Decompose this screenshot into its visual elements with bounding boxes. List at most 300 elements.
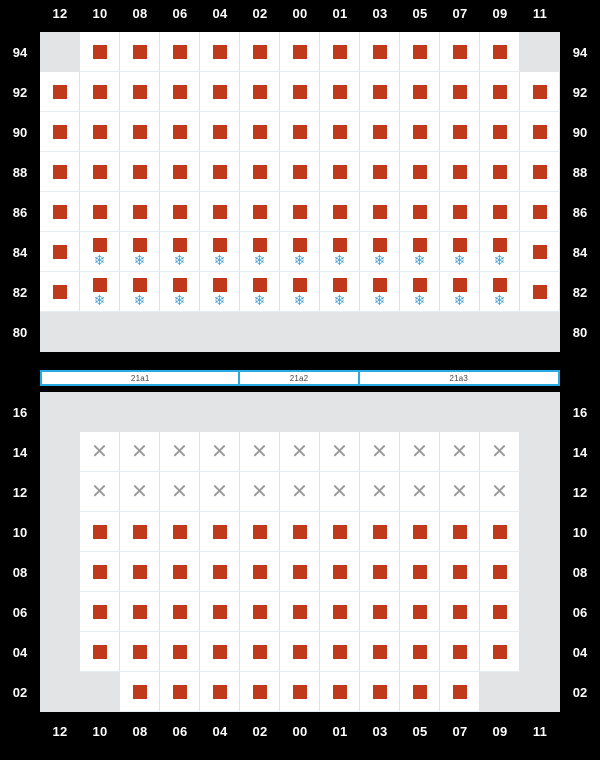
seat-cell-04-12 bbox=[40, 632, 80, 672]
seat-cell-82-03[interactable] bbox=[360, 272, 400, 312]
seat-cell-86-07[interactable] bbox=[440, 192, 480, 232]
column-label-01: 01 bbox=[332, 723, 348, 739]
seat-cell-86-04[interactable] bbox=[200, 192, 240, 232]
seat-cell-94-02[interactable] bbox=[240, 32, 280, 72]
seat-cell-82-11[interactable] bbox=[520, 272, 560, 312]
seat-cell-88-10[interactable] bbox=[80, 152, 120, 192]
seat-marker-icon bbox=[293, 205, 307, 219]
seat-marker-icon bbox=[93, 645, 107, 659]
seat-cell-92-04[interactable] bbox=[200, 72, 240, 112]
snowflake-icon: ❄ bbox=[93, 252, 106, 268]
seat-cell-16-09 bbox=[480, 392, 520, 432]
seat-cell-84-11[interactable] bbox=[520, 232, 560, 272]
seat-cell-94-04[interactable] bbox=[200, 32, 240, 72]
seat-cell-90-12[interactable] bbox=[40, 112, 80, 152]
snowflake-icon: ❄ bbox=[213, 292, 226, 308]
seat-cell-80-02 bbox=[240, 312, 280, 352]
seat-cell-82-02[interactable] bbox=[240, 272, 280, 312]
seat-cell-12-02[interactable] bbox=[240, 472, 280, 512]
seat-marker-icon bbox=[493, 45, 507, 59]
snowflake-icon: ❄ bbox=[493, 292, 506, 308]
seat-cell-88-00[interactable] bbox=[280, 152, 320, 192]
seat-cell-08-07[interactable] bbox=[440, 552, 480, 592]
seat-cell-14-08[interactable] bbox=[120, 432, 160, 472]
seat-cell-06-01[interactable] bbox=[320, 592, 360, 632]
seat-cell-86-11[interactable] bbox=[520, 192, 560, 232]
seat-cell-02-05[interactable] bbox=[400, 672, 440, 712]
snowflake-icon: ❄ bbox=[493, 252, 506, 268]
seat-marker-icon bbox=[453, 645, 467, 659]
cross-icon: ✕ bbox=[451, 440, 468, 463]
zone-bar[interactable] bbox=[40, 370, 560, 386]
snowflake-icon: ❄ bbox=[413, 252, 426, 268]
cross-icon: ✕ bbox=[211, 480, 228, 503]
seat-marker-icon bbox=[333, 645, 347, 659]
row-label-02: 02 bbox=[572, 684, 588, 700]
seat-marker-icon bbox=[253, 165, 267, 179]
seat-cell-94-07[interactable] bbox=[440, 32, 480, 72]
seat-marker-icon bbox=[93, 165, 107, 179]
seat-cell-86-00[interactable] bbox=[280, 192, 320, 232]
seat-marker-icon bbox=[213, 278, 227, 292]
seat-cell-04-08[interactable] bbox=[120, 632, 160, 672]
bottom-seat-grid[interactable] bbox=[40, 392, 560, 712]
column-label-03: 03 bbox=[372, 5, 388, 21]
seat-marker-icon bbox=[213, 205, 227, 219]
seat-cell-10-00[interactable] bbox=[280, 512, 320, 552]
column-label-04: 04 bbox=[212, 723, 228, 739]
seat-cell-88-08[interactable] bbox=[120, 152, 160, 192]
seat-cell-90-09[interactable] bbox=[480, 112, 520, 152]
seat-cell-82-00[interactable] bbox=[280, 272, 320, 312]
seat-marker-icon bbox=[173, 125, 187, 139]
seat-cell-14-00[interactable] bbox=[280, 432, 320, 472]
seat-cell-92-12[interactable] bbox=[40, 72, 80, 112]
seat-cell-06-12 bbox=[40, 592, 80, 632]
seat-marker-icon bbox=[533, 205, 547, 219]
seat-cell-92-06[interactable] bbox=[160, 72, 200, 112]
seat-cell-16-06 bbox=[160, 392, 200, 432]
seat-cell-06-07[interactable] bbox=[440, 592, 480, 632]
seat-cell-10-02[interactable] bbox=[240, 512, 280, 552]
seat-marker-icon bbox=[93, 125, 107, 139]
seat-cell-94-00[interactable] bbox=[280, 32, 320, 72]
seat-cell-06-11 bbox=[520, 592, 560, 632]
seat-cell-84-05[interactable] bbox=[400, 232, 440, 272]
seat-marker-icon bbox=[533, 165, 547, 179]
seat-cell-12-10[interactable] bbox=[80, 472, 120, 512]
seat-cell-92-10[interactable] bbox=[80, 72, 120, 112]
seat-cell-92-00[interactable] bbox=[280, 72, 320, 112]
seat-cell-94-12 bbox=[40, 32, 80, 72]
seat-cell-14-05[interactable] bbox=[400, 432, 440, 472]
seat-cell-80-06 bbox=[160, 312, 200, 352]
seat-cell-90-11[interactable] bbox=[520, 112, 560, 152]
seat-cell-94-05[interactable] bbox=[400, 32, 440, 72]
seat-marker-icon bbox=[173, 165, 187, 179]
column-label-10: 10 bbox=[92, 5, 108, 21]
seat-marker-icon bbox=[133, 205, 147, 219]
seat-cell-02-02[interactable] bbox=[240, 672, 280, 712]
seat-cell-90-08[interactable] bbox=[120, 112, 160, 152]
seat-cell-84-06[interactable] bbox=[160, 232, 200, 272]
seat-marker-icon bbox=[373, 165, 387, 179]
seat-cell-12-08[interactable] bbox=[120, 472, 160, 512]
zone-21a2[interactable]: 21a2 bbox=[240, 372, 359, 384]
seat-cell-82-12[interactable] bbox=[40, 272, 80, 312]
seat-cell-06-00[interactable] bbox=[280, 592, 320, 632]
column-label-01: 01 bbox=[332, 5, 348, 21]
seat-cell-14-04[interactable] bbox=[200, 432, 240, 472]
row-axis-top-right bbox=[560, 32, 600, 352]
seat-cell-08-08[interactable] bbox=[120, 552, 160, 592]
seat-marker-icon bbox=[173, 565, 187, 579]
seat-marker-icon bbox=[413, 605, 427, 619]
seat-cell-90-07[interactable] bbox=[440, 112, 480, 152]
seat-cell-10-03[interactable] bbox=[360, 512, 400, 552]
seat-cell-94-11 bbox=[520, 32, 560, 72]
seat-cell-16-04 bbox=[200, 392, 240, 432]
seat-cell-12-07[interactable] bbox=[440, 472, 480, 512]
seat-cell-84-10[interactable] bbox=[80, 232, 120, 272]
seat-marker-icon bbox=[213, 85, 227, 99]
seat-cell-04-07[interactable] bbox=[440, 632, 480, 672]
seat-marker-icon bbox=[493, 125, 507, 139]
column-label-08: 08 bbox=[132, 723, 148, 739]
seat-cell-12-06[interactable] bbox=[160, 472, 200, 512]
seat-marker-icon bbox=[173, 205, 187, 219]
seat-cell-94-01[interactable] bbox=[320, 32, 360, 72]
seat-cell-80-00 bbox=[280, 312, 320, 352]
seat-marker-icon bbox=[173, 645, 187, 659]
seat-marker-icon bbox=[53, 125, 67, 139]
seat-marker-icon bbox=[253, 565, 267, 579]
row-label-10: 10 bbox=[12, 524, 28, 540]
seat-cell-08-00[interactable] bbox=[280, 552, 320, 592]
seat-marker-icon bbox=[453, 85, 467, 99]
seat-marker-icon bbox=[93, 205, 107, 219]
seat-cell-06-02[interactable] bbox=[240, 592, 280, 632]
seat-cell-12-01[interactable] bbox=[320, 472, 360, 512]
seat-marker-icon bbox=[453, 238, 467, 252]
seat-cell-88-04[interactable] bbox=[200, 152, 240, 192]
seat-cell-12-11 bbox=[520, 472, 560, 512]
seat-cell-88-12[interactable] bbox=[40, 152, 80, 192]
column-label-09: 09 bbox=[492, 5, 508, 21]
seat-cell-04-01[interactable] bbox=[320, 632, 360, 672]
seat-cell-04-00[interactable] bbox=[280, 632, 320, 672]
seat-cell-86-09[interactable] bbox=[480, 192, 520, 232]
seat-cell-90-04[interactable] bbox=[200, 112, 240, 152]
seat-marker-icon bbox=[373, 278, 387, 292]
seat-cell-12-09[interactable] bbox=[480, 472, 520, 512]
seat-cell-88-01[interactable] bbox=[320, 152, 360, 192]
seat-cell-06-04[interactable] bbox=[200, 592, 240, 632]
seat-cell-80-03 bbox=[360, 312, 400, 352]
seat-cell-10-05[interactable] bbox=[400, 512, 440, 552]
row-label-14: 14 bbox=[572, 444, 588, 460]
seat-cell-84-12[interactable] bbox=[40, 232, 80, 272]
seat-marker-icon bbox=[213, 45, 227, 59]
column-header-top bbox=[40, 0, 560, 26]
seat-cell-06-10[interactable] bbox=[80, 592, 120, 632]
seat-cell-04-10[interactable] bbox=[80, 632, 120, 672]
seat-marker-icon bbox=[373, 645, 387, 659]
seat-marker-icon bbox=[333, 565, 347, 579]
seat-cell-88-05[interactable] bbox=[400, 152, 440, 192]
seat-cell-90-05[interactable] bbox=[400, 112, 440, 152]
seat-cell-08-12 bbox=[40, 552, 80, 592]
seat-marker-icon bbox=[133, 605, 147, 619]
seat-cell-04-02[interactable] bbox=[240, 632, 280, 672]
seat-cell-12-03[interactable] bbox=[360, 472, 400, 512]
row-label-92: 92 bbox=[572, 84, 588, 100]
seat-cell-04-04[interactable] bbox=[200, 632, 240, 672]
cross-icon: ✕ bbox=[331, 480, 348, 503]
seat-cell-86-12[interactable] bbox=[40, 192, 80, 232]
seat-cell-08-01[interactable] bbox=[320, 552, 360, 592]
seat-cell-06-03[interactable] bbox=[360, 592, 400, 632]
seat-marker-icon bbox=[253, 238, 267, 252]
seat-cell-14-10[interactable] bbox=[80, 432, 120, 472]
seat-cell-04-09[interactable] bbox=[480, 632, 520, 672]
seat-cell-08-10[interactable] bbox=[80, 552, 120, 592]
seat-cell-02-06[interactable] bbox=[160, 672, 200, 712]
seat-cell-14-01[interactable] bbox=[320, 432, 360, 472]
seat-marker-icon bbox=[333, 45, 347, 59]
column-label-07: 07 bbox=[452, 5, 468, 21]
seat-cell-02-04[interactable] bbox=[200, 672, 240, 712]
seat-cell-90-03[interactable] bbox=[360, 112, 400, 152]
seat-cell-90-06[interactable] bbox=[160, 112, 200, 152]
seat-marker-icon bbox=[493, 238, 507, 252]
seat-cell-02-10 bbox=[80, 672, 120, 712]
seat-cell-90-10[interactable] bbox=[80, 112, 120, 152]
seat-cell-02-07[interactable] bbox=[440, 672, 480, 712]
snowflake-icon: ❄ bbox=[213, 252, 226, 268]
seat-cell-10-01[interactable] bbox=[320, 512, 360, 552]
seat-cell-92-11[interactable] bbox=[520, 72, 560, 112]
seat-marker-icon bbox=[173, 238, 187, 252]
seat-cell-82-04[interactable] bbox=[200, 272, 240, 312]
seat-cell-82-07[interactable] bbox=[440, 272, 480, 312]
seat-cell-06-05[interactable] bbox=[400, 592, 440, 632]
row-label-16: 16 bbox=[12, 404, 28, 420]
seat-cell-80-01 bbox=[320, 312, 360, 352]
seat-cell-92-03[interactable] bbox=[360, 72, 400, 112]
seat-cell-10-10[interactable] bbox=[80, 512, 120, 552]
row-label-80: 80 bbox=[572, 324, 588, 340]
seat-cell-82-06[interactable] bbox=[160, 272, 200, 312]
seat-cell-14-02[interactable] bbox=[240, 432, 280, 472]
cross-icon: ✕ bbox=[371, 480, 388, 503]
seat-cell-16-02 bbox=[240, 392, 280, 432]
seat-marker-icon bbox=[373, 565, 387, 579]
seat-cell-84-07[interactable] bbox=[440, 232, 480, 272]
row-label-02: 02 bbox=[12, 684, 28, 700]
seat-cell-94-10[interactable] bbox=[80, 32, 120, 72]
column-label-11: 11 bbox=[532, 723, 548, 739]
seat-cell-92-09[interactable] bbox=[480, 72, 520, 112]
seat-marker-icon bbox=[373, 45, 387, 59]
seat-marker-icon bbox=[133, 645, 147, 659]
seat-marker-icon bbox=[453, 278, 467, 292]
seat-marker-icon bbox=[413, 525, 427, 539]
column-label-04: 04 bbox=[212, 5, 228, 21]
seat-cell-94-06[interactable] bbox=[160, 32, 200, 72]
seat-cell-06-06[interactable] bbox=[160, 592, 200, 632]
seat-marker-icon bbox=[533, 245, 547, 259]
seat-cell-14-06[interactable] bbox=[160, 432, 200, 472]
seat-marker-icon bbox=[93, 85, 107, 99]
seat-cell-88-06[interactable] bbox=[160, 152, 200, 192]
seat-cell-08-02[interactable] bbox=[240, 552, 280, 592]
seat-cell-92-08[interactable] bbox=[120, 72, 160, 112]
seat-cell-94-08[interactable] bbox=[120, 32, 160, 72]
seat-cell-90-02[interactable] bbox=[240, 112, 280, 152]
column-label-09: 09 bbox=[492, 723, 508, 739]
seat-cell-92-07[interactable] bbox=[440, 72, 480, 112]
column-label-02: 02 bbox=[252, 5, 268, 21]
seat-cell-88-03[interactable] bbox=[360, 152, 400, 192]
seat-cell-08-06[interactable] bbox=[160, 552, 200, 592]
seat-marker-icon bbox=[493, 645, 507, 659]
seat-cell-88-07[interactable] bbox=[440, 152, 480, 192]
seat-marker-icon bbox=[93, 605, 107, 619]
cross-icon: ✕ bbox=[251, 440, 268, 463]
seat-cell-80-04 bbox=[200, 312, 240, 352]
zone-21a1[interactable]: 21a1 bbox=[42, 372, 240, 384]
seat-marker-icon bbox=[373, 205, 387, 219]
seat-marker-icon bbox=[333, 85, 347, 99]
seat-cell-12-00[interactable] bbox=[280, 472, 320, 512]
seat-marker-icon bbox=[493, 165, 507, 179]
seat-cell-86-08[interactable] bbox=[120, 192, 160, 232]
seat-cell-86-06[interactable] bbox=[160, 192, 200, 232]
snowflake-icon: ❄ bbox=[453, 292, 466, 308]
seat-cell-86-01[interactable] bbox=[320, 192, 360, 232]
seat-marker-icon bbox=[53, 285, 67, 299]
row-axis-top-left bbox=[0, 32, 40, 352]
snowflake-icon: ❄ bbox=[173, 292, 186, 308]
column-header-bottom bbox=[40, 718, 560, 744]
seat-marker-icon bbox=[173, 45, 187, 59]
seat-marker-icon bbox=[133, 45, 147, 59]
seat-cell-08-03[interactable] bbox=[360, 552, 400, 592]
seat-cell-04-06[interactable] bbox=[160, 632, 200, 672]
seat-cell-92-05[interactable] bbox=[400, 72, 440, 112]
seat-cell-84-00[interactable] bbox=[280, 232, 320, 272]
seat-cell-84-09[interactable] bbox=[480, 232, 520, 272]
seat-cell-82-10[interactable] bbox=[80, 272, 120, 312]
seat-cell-88-11[interactable] bbox=[520, 152, 560, 192]
seat-cell-82-08[interactable] bbox=[120, 272, 160, 312]
seat-marker-icon bbox=[453, 45, 467, 59]
seat-cell-12-04[interactable] bbox=[200, 472, 240, 512]
seat-cell-02-03[interactable] bbox=[360, 672, 400, 712]
seat-cell-10-08[interactable] bbox=[120, 512, 160, 552]
seat-cell-86-10[interactable] bbox=[80, 192, 120, 232]
seat-cell-80-12 bbox=[40, 312, 80, 352]
seat-cell-02-08[interactable] bbox=[120, 672, 160, 712]
seat-marker-icon bbox=[413, 205, 427, 219]
seat-cell-88-09[interactable] bbox=[480, 152, 520, 192]
seat-marker-icon bbox=[93, 238, 107, 252]
seat-cell-82-05[interactable] bbox=[400, 272, 440, 312]
seat-cell-94-03[interactable] bbox=[360, 32, 400, 72]
seat-cell-90-00[interactable] bbox=[280, 112, 320, 152]
column-label-05: 05 bbox=[412, 723, 428, 739]
seat-cell-86-05[interactable] bbox=[400, 192, 440, 232]
seat-cell-82-09[interactable] bbox=[480, 272, 520, 312]
seat-cell-14-09[interactable] bbox=[480, 432, 520, 472]
seat-marker-icon bbox=[293, 125, 307, 139]
seat-cell-92-01[interactable] bbox=[320, 72, 360, 112]
top-seat-grid[interactable] bbox=[40, 32, 560, 352]
seat-cell-02-00[interactable] bbox=[280, 672, 320, 712]
seat-cell-12-05[interactable] bbox=[400, 472, 440, 512]
seat-cell-90-01[interactable] bbox=[320, 112, 360, 152]
seat-cell-84-01[interactable] bbox=[320, 232, 360, 272]
seat-cell-82-01[interactable] bbox=[320, 272, 360, 312]
seat-cell-10-07[interactable] bbox=[440, 512, 480, 552]
row-label-04: 04 bbox=[572, 644, 588, 660]
seat-cell-14-03[interactable] bbox=[360, 432, 400, 472]
seat-cell-06-09[interactable] bbox=[480, 592, 520, 632]
seat-cell-10-04[interactable] bbox=[200, 512, 240, 552]
seat-cell-88-02[interactable] bbox=[240, 152, 280, 192]
seat-cell-94-09[interactable] bbox=[480, 32, 520, 72]
seat-cell-84-02[interactable] bbox=[240, 232, 280, 272]
seat-cell-84-04[interactable] bbox=[200, 232, 240, 272]
seat-marker-icon bbox=[253, 525, 267, 539]
seat-marker-icon bbox=[413, 85, 427, 99]
seat-marker-icon bbox=[213, 238, 227, 252]
seat-marker-icon bbox=[413, 278, 427, 292]
seat-marker-icon bbox=[213, 685, 227, 699]
seat-cell-86-03[interactable] bbox=[360, 192, 400, 232]
seat-marker-icon bbox=[453, 605, 467, 619]
seat-marker-icon bbox=[453, 205, 467, 219]
row-label-84: 84 bbox=[12, 244, 28, 260]
seat-marker-icon bbox=[293, 278, 307, 292]
seat-cell-84-08[interactable] bbox=[120, 232, 160, 272]
seat-cell-10-06[interactable] bbox=[160, 512, 200, 552]
seat-cell-16-01 bbox=[320, 392, 360, 432]
column-label-03: 03 bbox=[372, 723, 388, 739]
seat-cell-06-08[interactable] bbox=[120, 592, 160, 632]
seat-cell-80-05 bbox=[400, 312, 440, 352]
seat-cell-92-02[interactable] bbox=[240, 72, 280, 112]
seat-cell-84-03[interactable] bbox=[360, 232, 400, 272]
seat-cell-08-09[interactable] bbox=[480, 552, 520, 592]
seat-marker-icon bbox=[213, 565, 227, 579]
seat-cell-86-02[interactable] bbox=[240, 192, 280, 232]
seat-cell-04-05[interactable] bbox=[400, 632, 440, 672]
row-label-94: 94 bbox=[12, 44, 28, 60]
seat-marker-icon bbox=[493, 565, 507, 579]
row-label-86: 86 bbox=[12, 204, 28, 220]
seat-cell-10-09[interactable] bbox=[480, 512, 520, 552]
seat-cell-02-01[interactable] bbox=[320, 672, 360, 712]
seat-cell-14-07[interactable] bbox=[440, 432, 480, 472]
seat-cell-08-04[interactable] bbox=[200, 552, 240, 592]
column-label-06: 06 bbox=[172, 723, 188, 739]
seat-cell-08-05[interactable] bbox=[400, 552, 440, 592]
seat-cell-04-03[interactable] bbox=[360, 632, 400, 672]
zone-21a3[interactable]: 21a3 bbox=[360, 372, 558, 384]
column-label-11: 11 bbox=[532, 5, 548, 21]
